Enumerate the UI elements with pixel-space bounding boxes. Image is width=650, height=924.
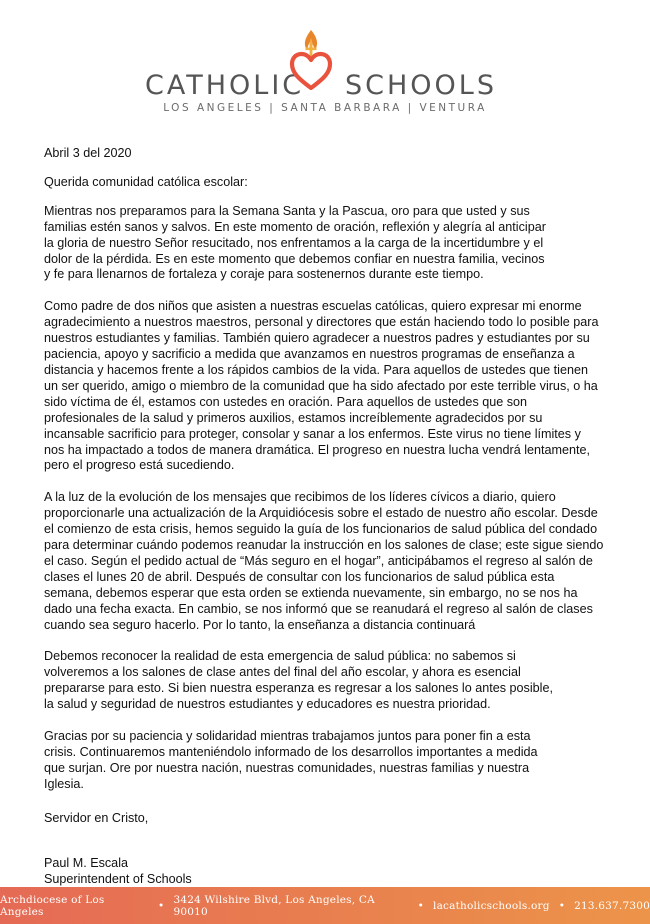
footer-separator: • <box>158 899 165 912</box>
letter-paragraph: Mientras nos preparamos para la Semana Santa y la Pascua, oro para que usted y sus familias estén sanos y salvos. En este momento de oración, reflexión y alegría al anticipar la gloria de nuestro Señor resucitado, nos enfrentamos a la carga de la incertidumbre y el dolor de la pérdida. Es en este momento que debemos confiar en nuestra familia, vecinos y fe para llenarnos de fortaleza y coraje para sostenernos durante este tiempo. <box>44 203 546 282</box>
letter-paragraph: Como padre de dos niños que asisten a nuestras escuelas católicas, quiero expresar mi enorme agradecimiento a nuestros maestros, personal y directores que están haciendo todo lo posible para nuestros estudiantes y familias. También quiero agradecer a nuestros padres y estudiantes por su paciencia, apoyo y sacrificio a medida que avanzamos en nuestros programas de enseñanza a distancia y hacemos frente a los rápidos cambios de la vida. Para aquellos de ustedes que tienen un ser querido, amigo o miembro de la comunidad que ha sido afectado por este terrible virus, o ha sido víctima de él, estamos con ustedes en oración. Para aquellos de ustedes que son profesionales de la salud y primeros auxilios, estamos increíblemente agradecidos por su incansable sacrificio para proteger, consolar y sanar a los enfermos. Este virus no tiene límites y nos ha impactado a todos de manera dramática. El progreso en nuestra lucha vendrá lentamente, pero el progreso está sucediendo. <box>44 299 599 473</box>
footer-phone: 213.637.7300 <box>574 899 650 912</box>
letter-paragraph: A la luz de la evolución de los mensajes que recibimos de los líderes cívicos a diario, quiero proporcionarle una actualización de la Arquidiócesis sobre el estado de nuestro año escolar. Desde el comienzo de esta crisis, hemos seguido la guía de los funcionarios de salud pública del condado para determinar cuándo podemos reanudar la instrucción en los salones de clase; este sigue siendo el caso. Según el pedido actual de “Más seguro en el hogar”, anticipábamos el regreso al salón de clases el lunes 20 de abril. Después de consultar con los funcionarios de salud pública esta semana, debemos esperar que esta orden se extienda nuevamente, sin embargo, no se nos ha dado una fecha exacta. En cambio, se nos informó que se reanudará el regreso al salón de clases cuando sea seguro hacerlo. Por lo tanto, la enseñanza a distancia continuará <box>44 490 604 632</box>
footer-separator: • <box>417 899 425 912</box>
logo-word-catholic: CATHOLIC <box>145 69 305 101</box>
logo-word-schools: SCHOOLS <box>345 69 497 101</box>
footer-address: 3424 Wilshire Blvd, Los Angeles, CA 90010 <box>173 893 375 918</box>
letter-paragraph: Debemos reconocer la realidad de esta emergencia de salud pública: no sabemos si volveremos a los salones de clase antes del final del año escolar, y ahora es esencial prepararse para esto. Si bien nuestra esperanza es regresar a los salones lo antes posible, la salud y seguridad de nuestros estudiantes y educadores es nuestra prioridad. <box>44 649 553 712</box>
letter-body <box>44 146 614 887</box>
flaming-heart-icon <box>283 52 339 102</box>
signature-title: Superintendent of Schools <box>44 871 192 886</box>
footer-website: lacatholicschools.org <box>433 899 550 912</box>
letterhead <box>0 0 650 130</box>
letter-paragraph: Gracias por su paciencia y solidaridad mientras trabajamos juntos para poner fin a esta crisis. Continuaremos manteniéndolo informado de los desarrollos importantes a medida que surjan. Ore por nuestra nación, nuestras comunidades, nuestras familias y nuestra Iglesia. <box>44 729 538 791</box>
footer-bar <box>0 887 650 924</box>
letter-greeting: Querida comunidad católica escolar: <box>44 174 248 189</box>
footer-separator: • <box>558 899 566 912</box>
letter-closing: Servidor en Cristo, <box>44 810 149 825</box>
letter-date: Abril 3 del 2020 <box>44 146 132 160</box>
footer-org: Archdiocese of Los Angeles <box>0 893 105 918</box>
location-tagline: LOS ANGELES | SANTA BARBARA | VENTURA <box>163 102 487 114</box>
signature-name: Paul M. Escala <box>44 855 128 870</box>
